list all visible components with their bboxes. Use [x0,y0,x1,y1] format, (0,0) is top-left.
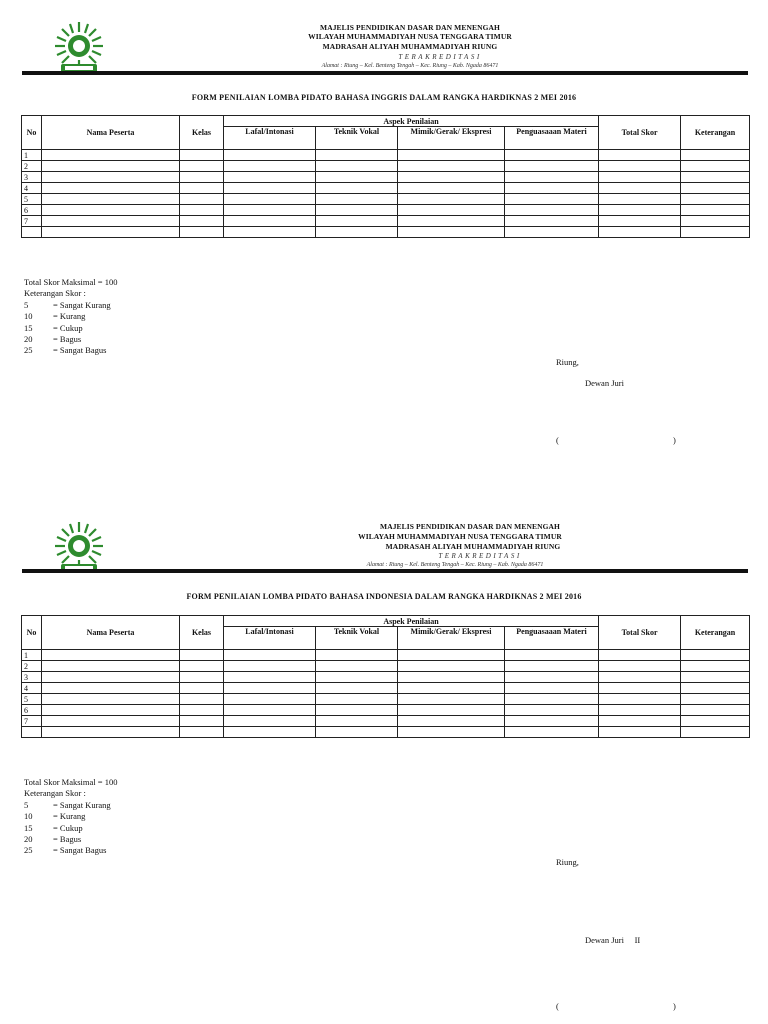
table-row[interactable] [22,150,750,161]
legend-title: Keterangan Skor : [24,788,86,799]
row-number: 6 [22,705,42,716]
signature-name-close: ) [673,435,676,445]
row-number: 3 [22,672,42,683]
col-aspect: Teknik Vokal [316,627,398,650]
col-total: Total Skor [599,116,681,150]
legend-item: 5 = Sangat Kurang [24,299,111,310]
header-line-3: MADRASAH ALIYAH MUHAMMADIYAH RIUNG [385,542,561,551]
muhammadiyah-logo [51,520,107,576]
legend-item: 15 = Cukup [24,322,83,333]
signature-name-open: ( [556,435,559,445]
row-number: 5 [22,194,42,205]
table-row[interactable] [22,216,750,227]
col-remarks: Keterangan [681,616,750,650]
table-row[interactable] [22,650,750,661]
header-rule [22,569,748,573]
table-row[interactable] [22,661,750,672]
table-row[interactable] [22,716,750,727]
row-number: 1 [22,150,42,161]
legend-item: 10 = Kurang [24,811,86,822]
table-row[interactable] [22,672,750,683]
table-row[interactable] [22,183,750,194]
signature-place: Riung, [556,857,579,867]
col-aspect: Mimik/Gerak/ Ekspresi [398,627,505,650]
school-address: Alamat : Riung – Kel. Benteng Tengah – Kec. Riung – Kab. Ngada 86471 [366,562,544,568]
legend-item: 25 = Sangat Bagus [24,845,107,856]
table-row[interactable] [22,727,750,738]
table-row[interactable] [22,705,750,716]
header-line-2: WILAYAH MUHAMMADIYAH NUSA TENGGARA TIMUR [308,32,512,41]
legend-item: 20 = Bagus [24,834,82,845]
max-score: Total Skor Maksimal = 100 [24,277,118,287]
row-number: 1 [22,650,42,661]
score-table [21,615,750,738]
signature-judge: Dewan Juri [585,378,624,388]
row-number: 2 [22,661,42,672]
col-aspect: Teknik Vokal [316,127,398,150]
table-row[interactable] [22,694,750,705]
col-class: Kelas [180,616,224,650]
muhammadiyah-logo [51,20,107,76]
row-number: 2 [22,161,42,172]
legend-title: Keterangan Skor : [24,288,86,299]
form-title: FORM PENILAIAN LOMBA PIDATO BAHASA INGGRIS DALAM RANGKA HARDIKNAS 2 MEI 2016 [191,93,577,102]
max-score: Total Skor Maksimal = 100 [24,777,118,787]
signature-name-close: ) [673,1001,676,1011]
col-no: No [22,616,42,650]
row-number: 5 [22,694,42,705]
legend-item: 20 = Bagus [24,334,82,345]
header-line-1: MAJELIS PENDIDIKAN DASAR DAN MENENGAH [320,23,500,32]
header-line-3: MADRASAH ALIYAH MUHAMMADIYAH RIUNG [322,42,498,51]
col-aspect-group: Aspek Penilaian [224,116,599,127]
header-rule [22,71,748,75]
col-aspect: Penguasaaan Materi [505,127,599,150]
table-row[interactable] [22,172,750,183]
table-row[interactable] [22,205,750,216]
col-name: Nama Peserta [42,116,180,150]
legend-item: 5 = Sangat Kurang [24,799,111,810]
signature-name-open: ( [556,1001,559,1011]
table-row[interactable] [22,161,750,172]
score-notes [24,777,117,857]
header-line-1: MAJELIS PENDIDIKAN DASAR DAN MENENGAH [380,522,560,531]
col-total: Total Skor [599,616,681,650]
col-aspect: Mimik/Gerak/ Ekspresi [398,127,505,150]
signature-judge: Dewan Juri II [585,935,641,945]
form-title: FORM PENILAIAN LOMBA PIDATO BAHASA INDONESIA DALAM RANGKA HARDIKNAS 2 MEI 2016 [186,592,582,601]
col-aspect-group: Aspek Penilaian [224,616,599,627]
signature-place: Riung, [556,357,579,367]
accreditation-label: TERAKREDITASI [438,552,522,560]
col-aspect: Penguasaaan Materi [505,627,599,650]
row-number: 3 [22,172,42,183]
col-no: No [22,116,42,150]
row-number: 7 [22,716,42,727]
header-line-2: WILAYAH MUHAMMADIYAH NUSA TENGGARA TIMUR [358,532,562,541]
score-notes [24,277,117,357]
row-number: 6 [22,205,42,216]
row-number [22,727,42,738]
row-number: 7 [22,216,42,227]
legend-item: 15 = Cukup [24,822,83,833]
score-table [21,115,750,238]
table-row[interactable] [22,683,750,694]
col-remarks: Keterangan [681,116,750,150]
legend-item: 25 = Sangat Bagus [24,345,107,356]
col-aspect: Lafal/Intonasi [224,127,316,150]
table-row[interactable] [22,227,750,238]
row-number: 4 [22,683,42,694]
row-number: 4 [22,183,42,194]
school-address: Alamat : Riung – Kel. Benteng Tengah – Kec. Riung – Kab. Ngada 86471 [321,63,499,69]
col-name: Nama Peserta [42,616,180,650]
accreditation-label: TERAKREDITASI [398,53,482,61]
row-number [22,227,42,238]
col-aspect: Lafal/Intonasi [224,627,316,650]
legend-item: 10 = Kurang [24,311,86,322]
table-row[interactable] [22,194,750,205]
col-class: Kelas [180,116,224,150]
